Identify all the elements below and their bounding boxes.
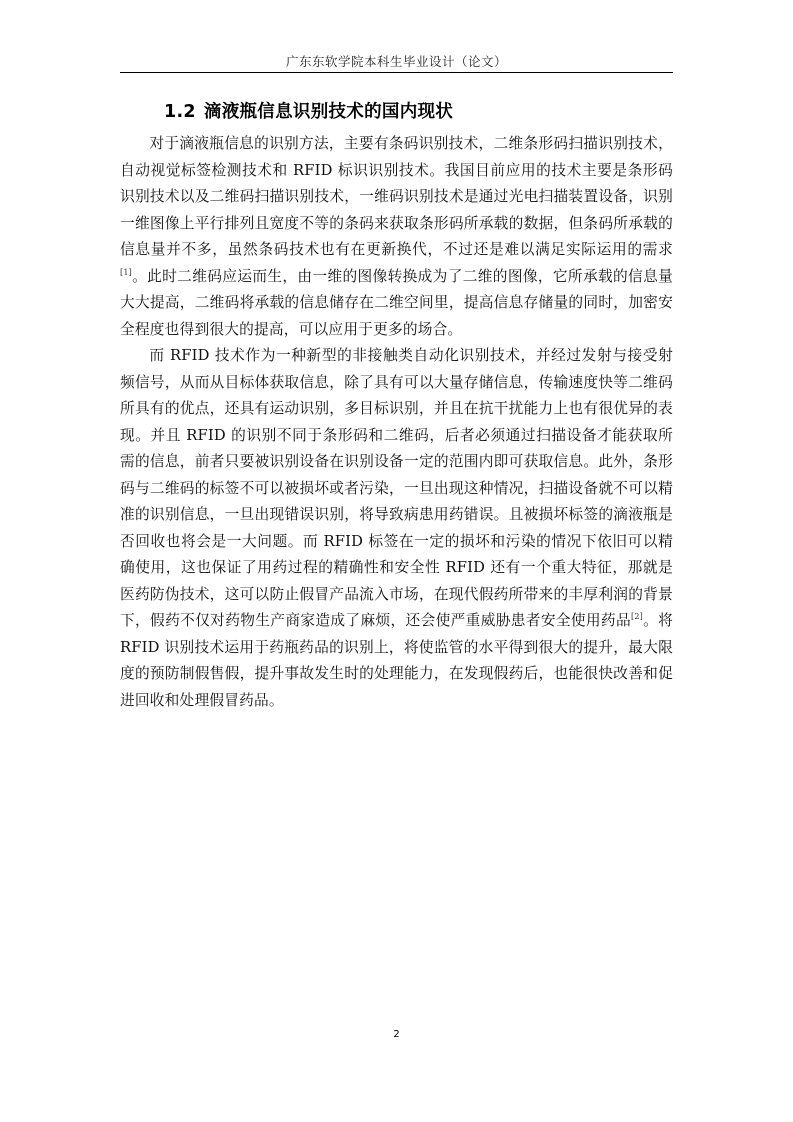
paragraph-1 — [120, 131, 673, 343]
paragraph-2-text: 而 RFID 技术作为一种新型的非接触类自动化识别技术，并经过发射与接受射频信号，从而从目标体获取信息，除了具有可以大量存储信息，传输速度快等二维码所具有的优点，还具有运动识别，多目标识别，并且在抗干扰能力上也有很优异的表现。并且 RFID 的识别不同于条形码和二维码，后者必须通过扫描设备才能获取所需的信息，前者只要被识别设备在识别设备一定的范围内即可获取信息。此外，条形码与二维码的标签不可以被损坏或者污染，一旦出现这种情况，扫描设备就不可以精准的识别信息，一旦出现错误识别，将导致病患用药错误。且被损坏标签的滴液瓶是否回收也将会是一大问题。而 RFID 标签在一定的损坏和污染的情况下依旧可以精确使用，这也保证了用药过程的精确性和安全性 RFID 还有一个重大特征，那就是医药防伪技术，这可以防止假冒产品流入市场，在现代假药所带来的丰厚利润的背景下，假药不仅对药物生产商家造成了麻烦，还会使严重威胁患者安全使用药品 — [120, 347, 673, 629]
section-heading — [164, 98, 453, 123]
body-text — [120, 131, 673, 714]
paragraph-2 — [120, 343, 673, 714]
header-rule — [120, 72, 673, 73]
running-header: 广东东软学院本科生毕业设计（论文） — [285, 54, 507, 69]
citation-2: [2] — [631, 612, 643, 622]
paragraph-1-text-continued: 。此时二维码应运而生，由一维的图像转换成为了二维的图像，它所承载的信息量大大提高，二维码将承载的信息储存在二维空间里，提高信息存储量的同时，加密安全程度也得到很大的提高，可以应用于更多的场合。 — [120, 267, 673, 338]
page-number: 2 — [393, 1029, 400, 1040]
section-number: 1.2 — [164, 102, 196, 122]
citation-1: [1] — [120, 267, 132, 277]
section-title-text: 滴液瓶信息识别技术的国内现状 — [203, 102, 454, 122]
paragraph-2-text-continued: 。将 RFID 识别技术运用于药瓶药品的识别上，将使监管的水平得到很大的提升，最大限度的预防制假售假，提升事故发生时的处理能力，在发现假药后，也能很快改善和促进回收和处理假冒药品。 — [120, 612, 673, 709]
paragraph-1-text: 对于滴液瓶信息的识别方法，主要有条码识别技术，二维条形码扫描识别技术，自动视觉标签检测技术和 RFID 标识识别技术。我国目前应用的技术主要是条形码识别技术以及二维码扫描识别技术，一维码识别技术是通过光电扫描装置设备，识别一维图像上平行排列且宽度不等的条码来获取条形码所承载的数据，但条码所承载的信息量并不多，虽然条码技术也有在更新换代，不过还是难以满足实际运用的需求 — [120, 135, 673, 258]
